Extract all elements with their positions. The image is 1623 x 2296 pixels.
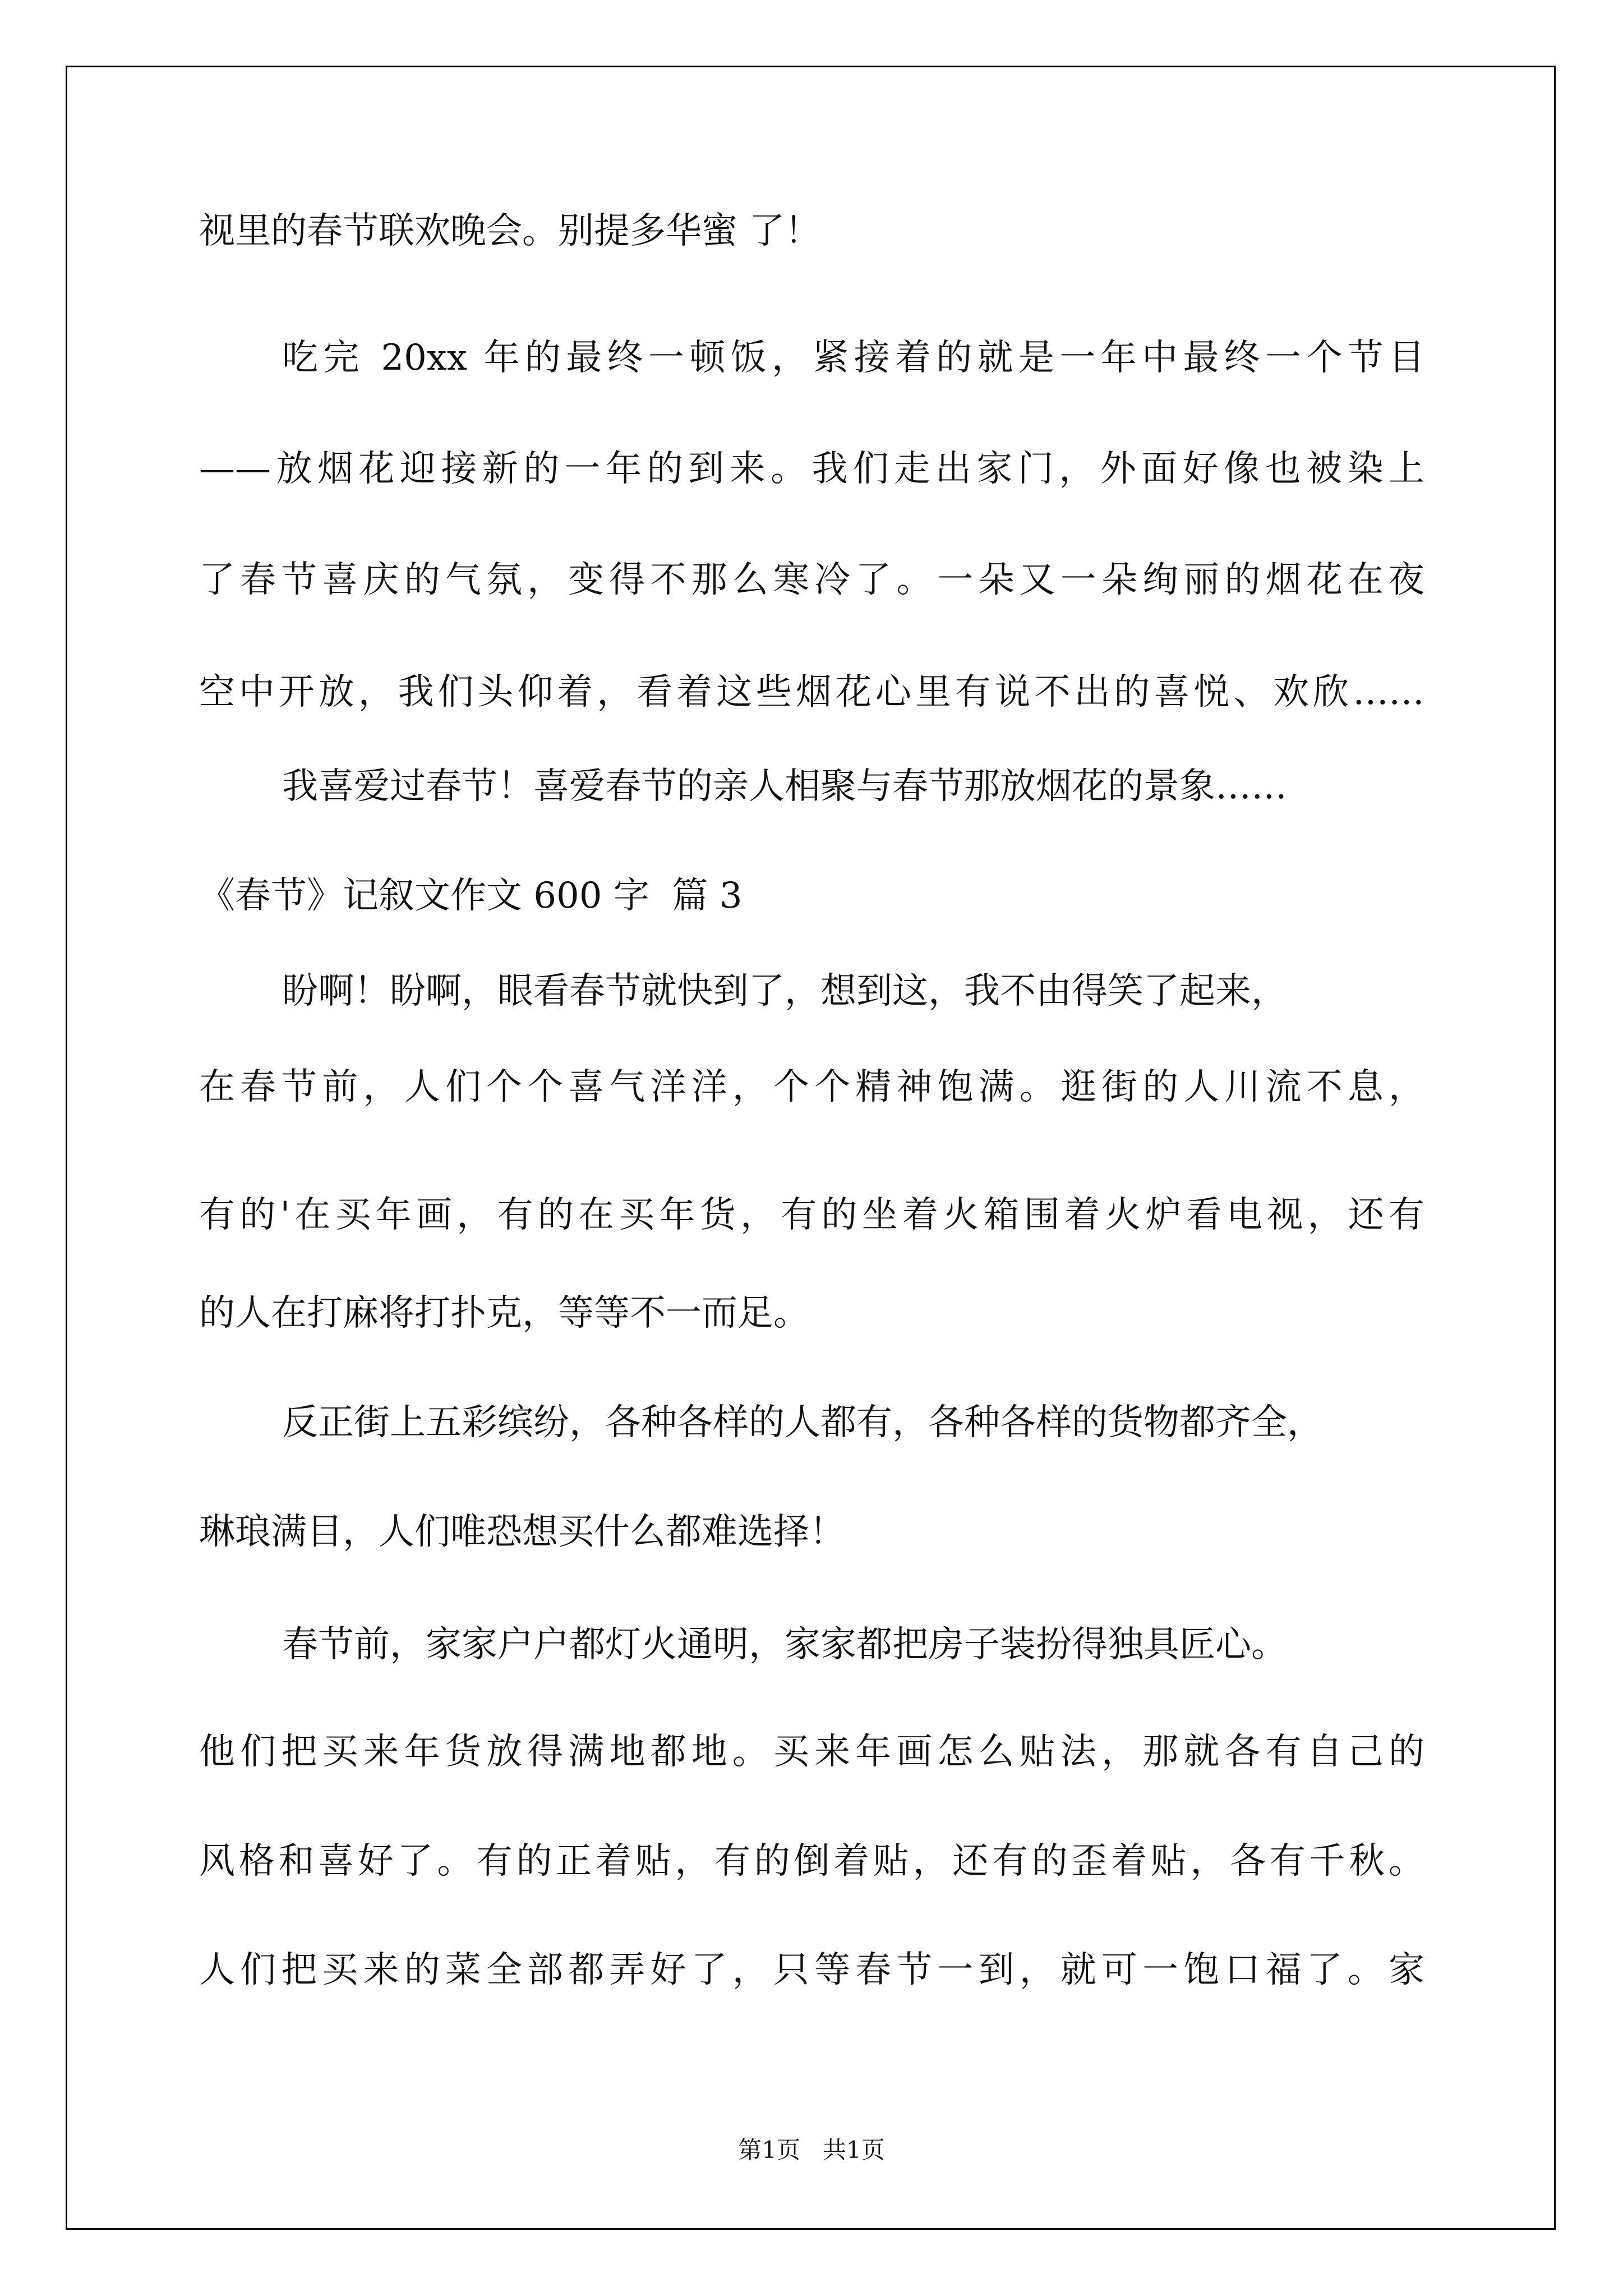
text-line: 吃完 20xx 年的最终一顿饭，紧接着的就是一年中最终一个节目 [282, 337, 1424, 379]
text-line: 琳琅满目，人们唯恐想买什么都难选择！ [199, 1511, 845, 1553]
text-line: 的人在打麻将打扑克，等等不一而足。 [199, 1292, 809, 1334]
text-line: 反正街上五彩缤纷，各种各样的人都有，各种各样的货物都齐全， [282, 1402, 1323, 1443]
text-line: 我喜爱过春节！喜爱春节的亲人相聚与春节那放烟花的景象…… [282, 766, 1287, 807]
text-line: ——放烟花迎接新的一年的到来。我们走出家门，外面好像也被染上 [199, 448, 1424, 490]
text-line: 盼啊！盼啊，眼看春节就快到了，想到这，我不由得笑了起来， [282, 970, 1287, 1012]
text-line: 他们把买来年货放得满地都地。买来年画怎么贴法，那就各有自己的 [199, 1731, 1424, 1773]
page-border [66, 66, 1556, 2230]
text-line: 空中开放，我们头仰着，看着这些烟花心里有说不出的喜悦、欢欣…… [199, 671, 1424, 713]
text-line: 了春节喜庆的气氛，变得不那么寒冷了。一朵又一朵绚丽的烟花在夜 [199, 559, 1424, 601]
text-line: 在春节前，人们个个喜气洋洋，个个精神饱满。逛街的人川流不息， [199, 1066, 1424, 1108]
text-line: 风格和喜好了。有的正着贴，有的倒着贴，还有的歪着贴，各有千秋。 [199, 1841, 1424, 1882]
text-line: 人们把买来的菜全部都弄好了，只等春节一到，就可一饱口福了。家 [199, 1949, 1424, 1991]
text-line: 春节前，家家户户都灯火通明，家家都把房子装扮得独具匠心。 [282, 1624, 1287, 1665]
text-line: 视里的春节联欢晚会。别提多华蜜 了！ [199, 210, 821, 252]
text-line: 有的'在买年画，有的在买年货，有的坐着火箱围着火炉看电视，还有 [199, 1194, 1424, 1236]
page-footer: 第1页 共1页 [738, 2136, 885, 2164]
section-heading: 《春节》记叙文作文 600 字 篇 3 [199, 875, 743, 917]
